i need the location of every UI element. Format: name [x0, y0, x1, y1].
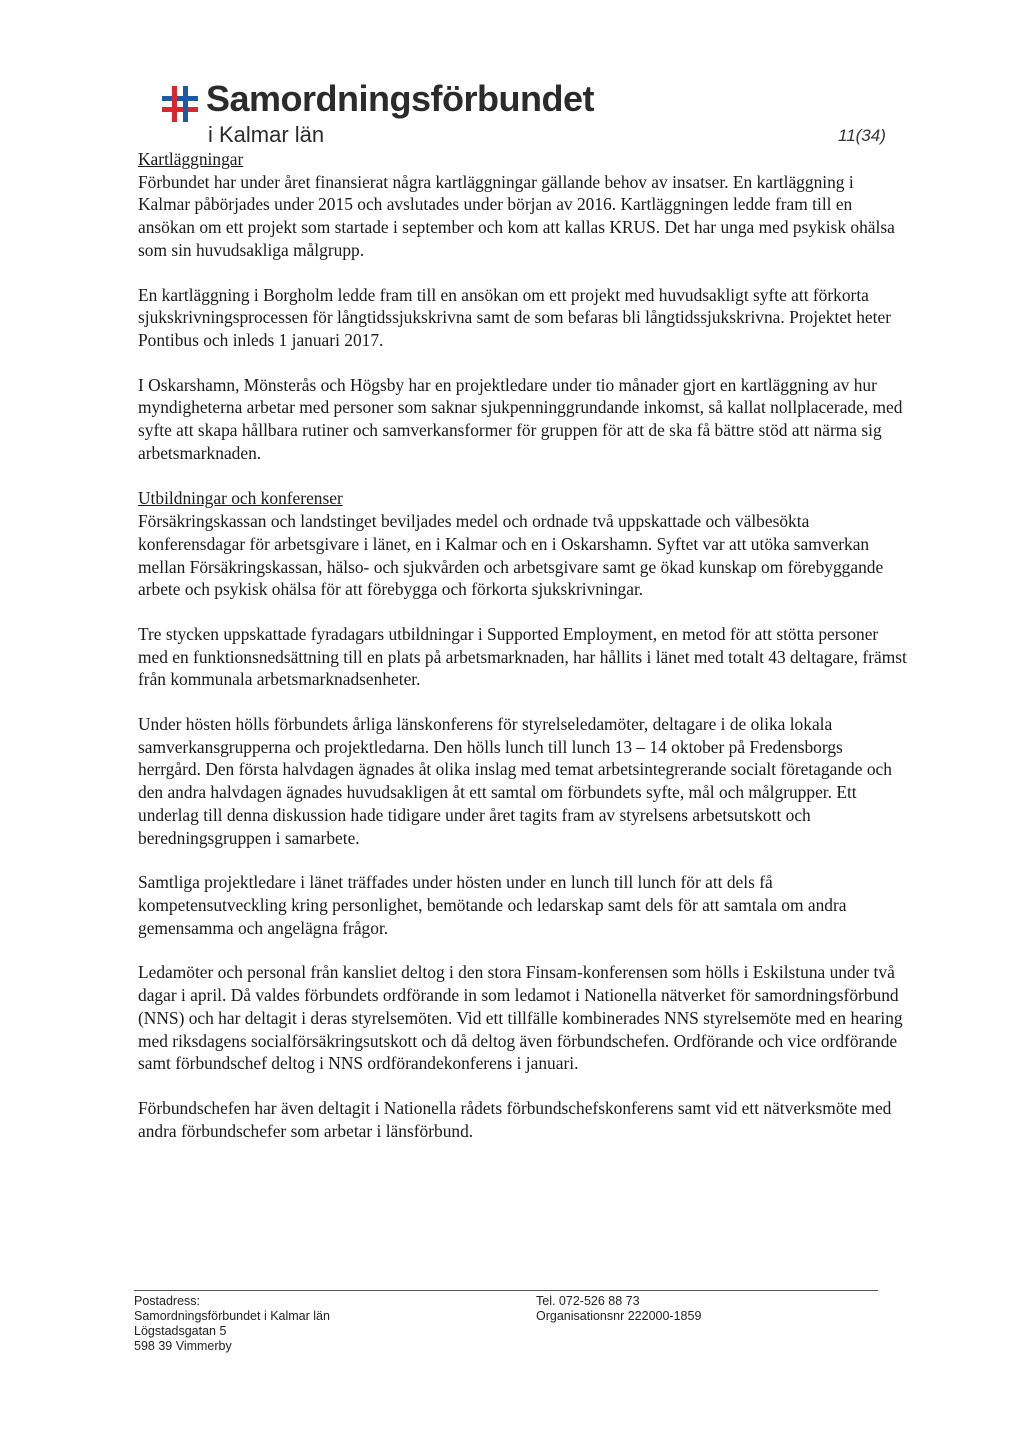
section-heading: Utbildningar och konferenser	[138, 488, 343, 509]
footer-org-number: Organisationsnr 222000-1859	[536, 1309, 702, 1323]
footer-address-label: Postadress:	[134, 1294, 201, 1308]
page-footer	[134, 1290, 878, 1353]
footer-address-name: Samordningsförbundet i Kalmar län	[134, 1309, 330, 1323]
organization-name: Samordningsförbundet	[206, 78, 594, 119]
paragraph: Förbundet har under året finansierat några kartläggningar gällande behov av insatser. En kartläggning i Kalmar påbörjades under 2015 och avslutades under början av 2016. Kartläggningen ledde fram till en ansökan om ett projekt som startade i september och kom att kallas KRUS. Det har unga med psykisk ohälsa som sin huvudsakliga målgrupp.	[138, 171, 895, 260]
paragraph: I Oskarshamn, Mönsterås och Högsby har en projektledare under tio månader gjort en kartläggning av hur myndigheterna arbetar med personer som saknar sjukpenninggrundande inkomst, så kallat nollplacerade, med syfte att skapa hållbara rutiner och samverkansformer för gruppen för att de ska få bättre stöd att närma sig arbetsmarknaden.	[138, 374, 903, 463]
section-kartlaggningar	[138, 148, 908, 464]
paragraph: Tre stycken uppskattade fyradagars utbildningar i Supported Employment, en metod för att stötta personer med en funktionsnedsättning till en plats på arbetsmarknaden, har hållits i länet med totalt 43 deltagare, främst från kommunala arbetsmarknadsenheter.	[138, 623, 907, 690]
paragraph: Under hösten hölls förbundets årliga länskonferens för styrelseledamöter, deltagare i de olika lokala samverkansgrupperna och projektledarna. Den hölls lunch till lunch 13 – 14 oktober på Fredensborgs herrgård. Den första halvdagen ägnades åt olika inslag med temat arbetsintegrerande socialt företagande och den andra halvdagen ägnades huvudsakligen åt ett samtal om förbundets syfte, mål och målgrupper. Ett underlag till denna diskussion hade tidigare under året tagits fram av styrelsens arbetsutskott och beredningsgruppen i samarbete.	[138, 714, 892, 848]
organization-subtitle: i Kalmar län	[208, 122, 325, 147]
section-utbildningar	[138, 487, 908, 1142]
paragraph: Samtliga projektledare i länet träffades under hösten under en lunch till lunch för att dels få kompetensutveckling kring personlighet, bemötande och ledarskap samt dels för att samtala om andra gemensamma och angelägna frågor.	[138, 872, 847, 938]
paragraph: Försäkringskassan och landstinget beviljades medel och ordnade två uppskattade och välbesökta konferensdagar för arbetsgivare i länet, en i Kalmar och en i Oskarshamn. Syftet var att utöka samverkan mellan Försäkringskassan, hälso- och sjukvården och arbetsgivare samt ge ökad kunskap om förebyggande arbete och psykisk ohälsa för att förebygga och förkorta sjukskrivningar.	[138, 511, 884, 600]
footer-contact	[536, 1294, 701, 1324]
footer-address	[134, 1294, 330, 1354]
organization-logo-icon	[160, 84, 200, 124]
footer-phone: Tel. 072-526 88 73	[536, 1294, 640, 1308]
footer-address-city: 598 39 Vimmerby	[134, 1339, 232, 1353]
paragraph: Förbundschefen har även deltagit i Nationella rådets förbundschefskonferens samt vid ett nätverksmöte med andra förbundschefer som arbetar i länsförbund.	[138, 1097, 892, 1141]
page-number: 11(34)	[838, 126, 886, 145]
section-heading: Kartläggningar	[138, 149, 244, 169]
paragraph: En kartläggning i Borgholm ledde fram till en ansökan om ett projekt med huvudsakligt syfte att förkorta sjukskrivningsprocessen för långtidssjukskrivna samt de som befaras bli långtidssjukskrivna. Projektet heter Pontibus och inleds 1 januari 2017.	[138, 284, 891, 350]
paragraph: Ledamöter och personal från kansliet deltog i den stora Finsam-konferensen som hölls i Eskilstuna under två dagar i april. Då valdes förbundets ordförande in som ledamot i Nationella nätverket för samordningsförbund (NNS) och har deltagit i deras styrelsemöten. Vid ett tillfälle kombinerades NNS styrelsemöte med en hearing med riksdagens socialförsäkringsutskott och då deltog även förbundschefen. Ordförande och vice ordförande samt förbundschef deltog i NNS ordförandekonferens i januari.	[138, 962, 903, 1074]
document-body	[138, 148, 908, 1164]
footer-address-street: Lögstadsgatan 5	[134, 1324, 227, 1338]
